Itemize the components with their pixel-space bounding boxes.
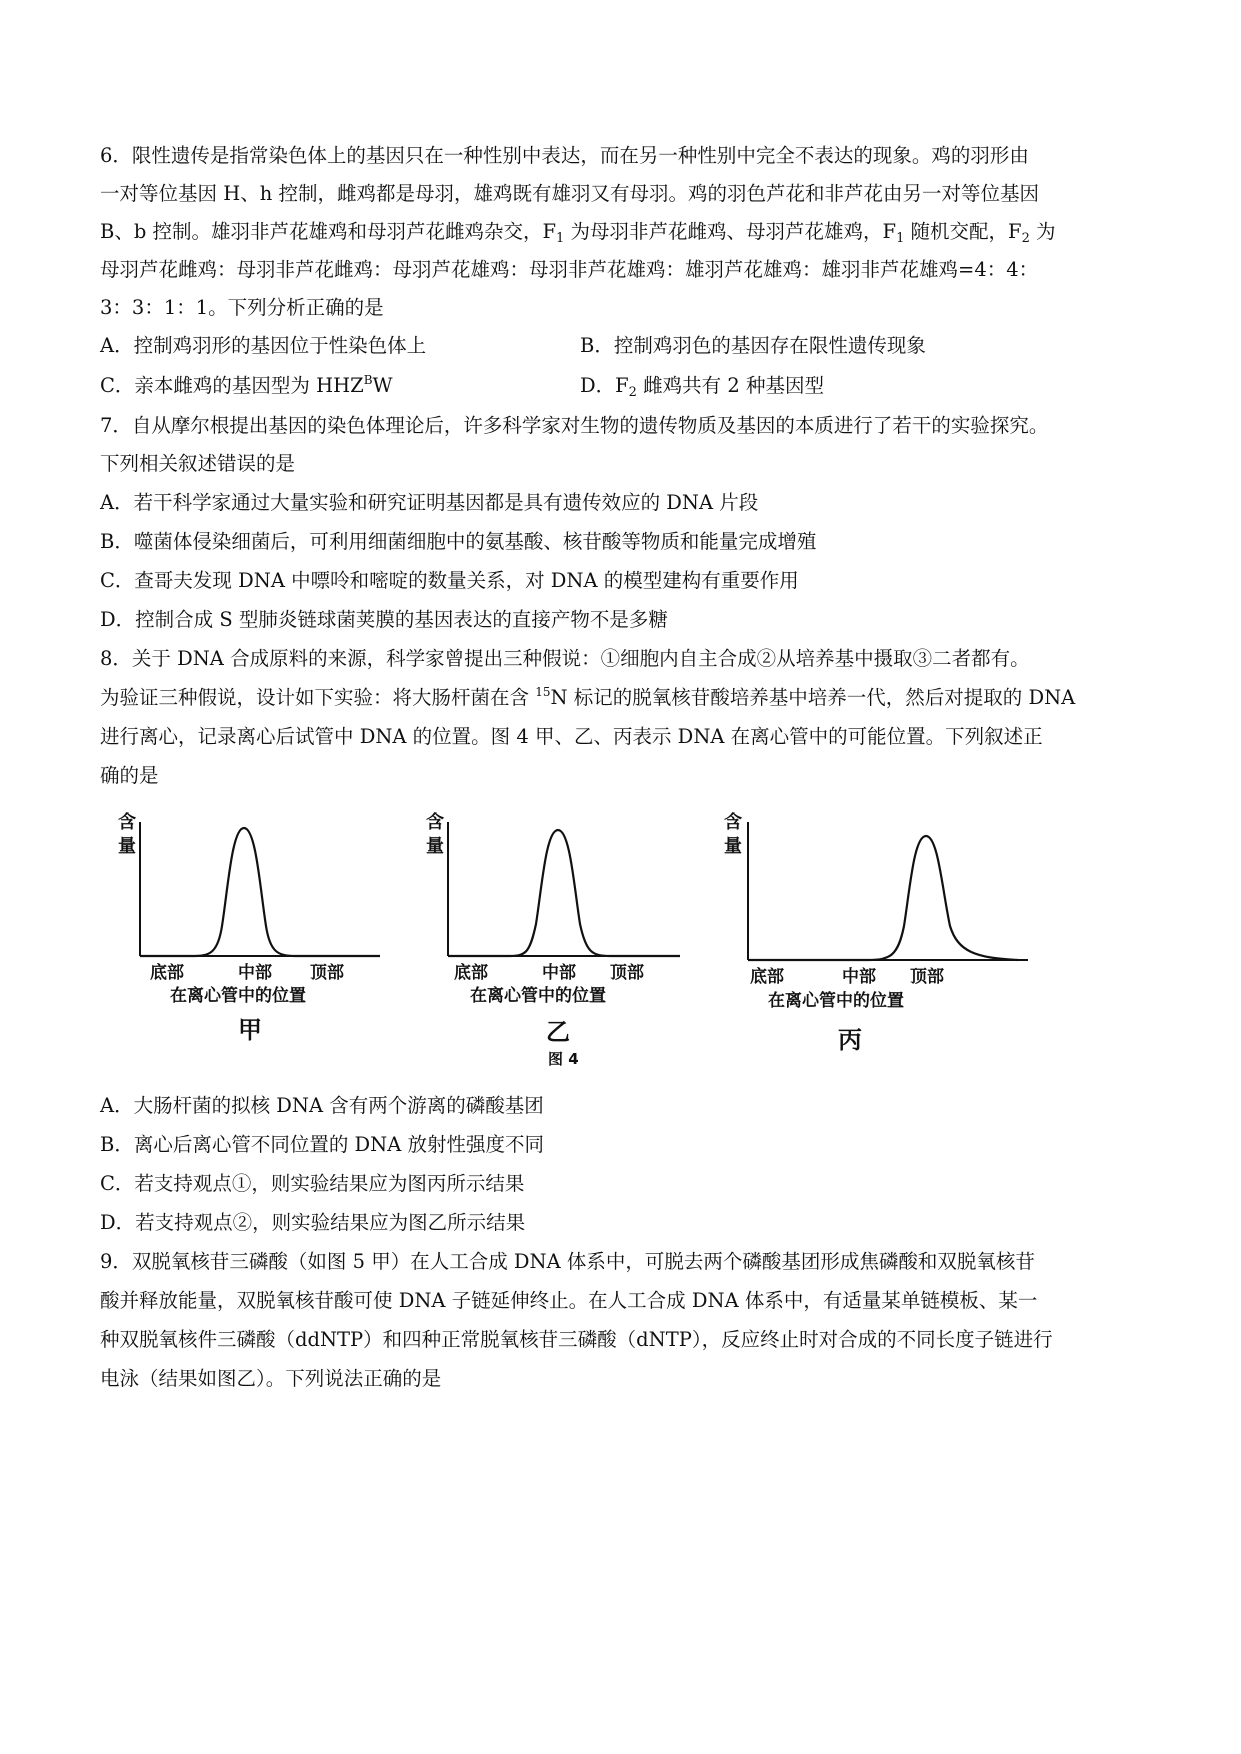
q7-line-1: 7．自从摩尔根提出基因的染色体理论后，许多科学家对生物的遗传物质及基因的本质进行了若干的实验探究。 xyxy=(100,414,1049,437)
q6-option-b: B．控制鸡羽色的基因存在限性遗传现象 xyxy=(580,334,926,357)
panel-jia-ylabel-bottom: 量 xyxy=(118,836,136,857)
panel-jia-tick-middle: 中部 xyxy=(238,963,272,983)
figure-panel-yi xyxy=(418,808,708,1082)
q9-line-3: 种双脱氧核件三磷酸（ddNTP）和四种正常脱氧核苷三磷酸（dNTP），反应终止时对合成的不同长度子链进行 xyxy=(100,1328,1053,1351)
panel-yi-curve xyxy=(448,830,680,956)
q8-option-c: C．若支持观点①，则实验结果应为图丙所示结果 xyxy=(100,1172,525,1195)
q7-option-b: B．噬菌体侵染细菌后，可利用细菌细胞中的氨基酸、核苷酸等物质和能量完成增殖 xyxy=(100,530,817,553)
q7-option-c: C．查哥夫发现 DNA 中嘌呤和嘧啶的数量关系，对 DNA 的模型建构有重要作用 xyxy=(100,569,799,592)
q6-line-4: 母羽芦花雌鸡：母羽非芦花雌鸡：母羽芦花雄鸡：母羽非芦花雄鸡：雄羽芦花雄鸡：雄羽非芦花雄鸡=4：4： xyxy=(100,258,1039,281)
figure-caption: 图 4 xyxy=(548,1050,579,1068)
q8-option-a: A．大肠杆菌的拟核 DNA 含有两个游离的磷酸基团 xyxy=(100,1094,544,1117)
q8-line-4: 确的是 xyxy=(100,764,159,787)
panel-bing-ylabel-bottom: 量 xyxy=(724,836,742,857)
panel-jia-curve xyxy=(140,828,380,956)
q6-line-2: 一对等位基因 H、h 控制，雌鸡都是母羽，雄鸡既有雄羽又有母羽。鸡的羽色芦花和非芦花由另一对等位基因 xyxy=(100,182,1039,205)
q7-option-a: A．若干科学家通过大量实验和研究证明基因都是具有遗传效应的 DNA 片段 xyxy=(100,491,759,514)
panel-jia-tick-top: 顶部 xyxy=(310,963,344,983)
panel-bing-ylabel-top: 含 xyxy=(724,812,742,833)
panel-yi-tick-bottom: 底部 xyxy=(454,963,488,983)
panel-jia-xlabel: 在离心管中的位置 xyxy=(170,986,306,1006)
q9-line-4: 电泳（结果如图乙）。下列说法正确的是 xyxy=(100,1367,442,1390)
q6-option-d: D．$F_2$ 雌鸡共有 2 种基因型 xyxy=(580,374,824,400)
panel-bing-curve xyxy=(748,836,1018,960)
q7-line-2: 下列相关叙述错误的是 xyxy=(100,452,296,475)
q7-option-d: D．控制合成 S 型肺炎链球菌荚膜的基因表达的直接产物不是多糖 xyxy=(100,608,668,631)
figure-panel-jia xyxy=(110,808,400,1052)
q6-line-5: 3：3：1：1。下列分析正确的是 xyxy=(100,296,384,319)
panel-jia-tick-bottom: 底部 xyxy=(150,963,184,983)
q8-line-1: 8．关于 DNA 合成原料的来源，科学家曾提出三种假说：①细胞内自主合成②从培养基中摄取③二者都有。 xyxy=(100,647,1030,670)
q6-line-3: B、b 控制。雄羽非芦花雄鸡和母羽芦花雌鸡杂交，$F_1$ 为母羽非芦花雌鸡、母羽芦花雄鸡，$F_1$ 随机交配，$F_2$ 为 xyxy=(100,220,1056,246)
panel-yi-label: 乙 xyxy=(546,1018,570,1046)
panel-yi-xlabel: 在离心管中的位置 xyxy=(470,986,606,1006)
q6-option-c: C．亲本雌鸡的基因型为 $HHZ^BW$ xyxy=(100,373,393,397)
q8-option-b: B．离心后离心管不同位置的 DNA 放射性强度不同 xyxy=(100,1133,545,1156)
panel-jia-label: 甲 xyxy=(238,1016,262,1044)
panel-bing-label: 丙 xyxy=(838,1026,862,1054)
panel-yi-tick-top: 顶部 xyxy=(610,963,644,983)
panel-bing-tick-top: 顶部 xyxy=(910,967,944,987)
panel-yi-ylabel-top: 含 xyxy=(426,812,444,833)
panel-bing-tick-bottom: 底部 xyxy=(750,967,784,987)
panel-bing-xlabel: 在离心管中的位置 xyxy=(768,991,904,1011)
q8-line-3: 进行离心，记录离心后试管中 DNA 的位置。图 4 甲、乙、丙表示 DNA 在离心管中的可能位置。下列叙述正 xyxy=(100,725,1043,748)
figure-panel-bing xyxy=(718,808,1048,1062)
q6-option-a: A．控制鸡羽形的基因位于性染色体上 xyxy=(100,334,427,357)
q9-line-2: 酸并释放能量，双脱氧核苷酸可使 DNA 子链延伸终止。在人工合成 DNA 体系中，有适量某单链模板、某一 xyxy=(100,1289,1038,1312)
panel-yi-ylabel-bottom: 量 xyxy=(426,836,444,857)
panel-jia-ylabel-top: 含 xyxy=(118,812,136,833)
panel-bing-tick-middle: 中部 xyxy=(842,967,876,987)
panel-yi-tick-middle: 中部 xyxy=(542,963,576,983)
q8-line-2: 为验证三种假说，设计如下实验：将大肠杆菌在含 $^{15}$N 标记的脱氧核苷酸培养基中培养一代，然后对提取的 DNA xyxy=(100,685,1076,709)
q6-line-1: 6．限性遗传是指常染色体上的基因只在一种性别中表达，而在另一种性别中完全不表达的现象。鸡的羽形由 xyxy=(100,144,1029,167)
q8-option-d: D．若支持观点②，则实验结果应为图乙所示结果 xyxy=(100,1211,526,1234)
q9-line-1: 9．双脱氧核苷三磷酸（如图 5 甲）在人工合成 DNA 体系中，可脱去两个磷酸基团形成焦磷酸和双脱氧核苷 xyxy=(100,1250,1035,1273)
